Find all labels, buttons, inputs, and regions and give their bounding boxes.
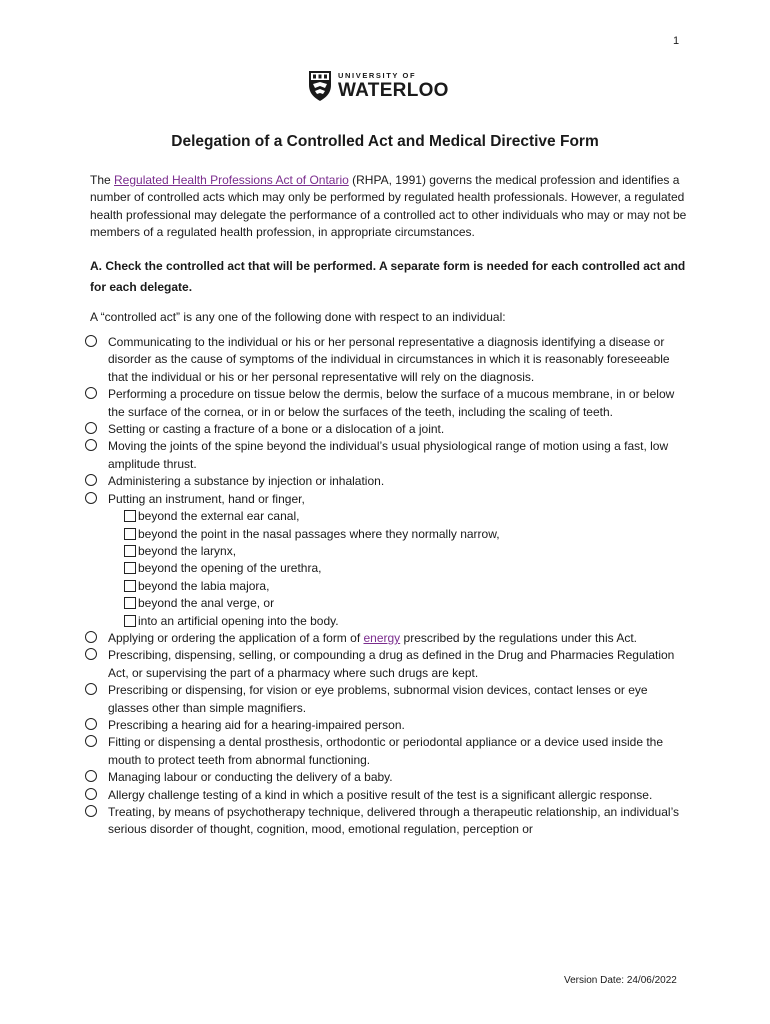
- radio-button[interactable]: [85, 439, 97, 451]
- radio-button[interactable]: [85, 788, 97, 800]
- checkbox[interactable]: [124, 580, 136, 592]
- checkbox[interactable]: [124, 545, 136, 557]
- suboption-label: beyond the anal verge, or: [138, 596, 275, 611]
- instrument-suboption[interactable]: [90, 543, 690, 560]
- rhpa-link[interactable]: Regulated Health Professions Act of Ontario: [114, 173, 349, 187]
- checkbox[interactable]: [124, 597, 136, 609]
- suboption-label: beyond the labia majora,: [138, 578, 270, 593]
- suboption-label: beyond the larynx,: [138, 543, 237, 558]
- suboption-label: beyond the point in the nasal passages where they normally narrow,: [138, 526, 500, 541]
- page-number: 1: [673, 35, 680, 47]
- controlled-act-option[interactable]: [90, 734, 690, 769]
- checkbox[interactable]: [124, 528, 136, 540]
- radio-button[interactable]: [85, 770, 97, 782]
- checkbox[interactable]: [124, 562, 136, 574]
- radio-button[interactable]: [85, 718, 97, 730]
- option-label: Allergy challenge testing of a kind in which a positive result of the test is a significant allergic response.: [108, 787, 653, 802]
- option-label: Communicating to the individual or his or her personal representative a diagnosis identifying a disease or disorder as the cause of symptoms of the individual in circumstances in which it is reasonably foreseeable that the individual or his or her personal representative will rely on the diagnosis.: [108, 335, 670, 384]
- logo-line-1: UNIVERSITY OF: [338, 70, 417, 80]
- instrument-suboption[interactable]: [90, 526, 690, 543]
- radio-button[interactable]: [85, 648, 97, 660]
- option-label: Applying or ordering the application of a form of: [108, 630, 364, 645]
- controlled-act-definition: A “controlled act” is any one of the following done with respect to an individual:: [90, 309, 506, 324]
- option-label: Fitting or dispensing a dental prosthesis, orthodontic or periodontal appliance or a device used inside the mouth to protect teeth from abnormal functioning.: [108, 735, 664, 767]
- controlled-act-option[interactable]: [90, 682, 690, 717]
- instrument-suboption[interactable]: [90, 613, 690, 630]
- instrument-suboption[interactable]: [90, 508, 690, 525]
- radio-button[interactable]: [85, 474, 97, 486]
- instrument-suboption[interactable]: [90, 578, 690, 595]
- radio-button[interactable]: [85, 492, 97, 504]
- option-label: Managing labour or conducting the delivery of a baby.: [108, 770, 393, 785]
- option-label: Moving the joints of the spine beyond the individual’s usual physiological range of motion using a fast, low amplitude thrust.: [108, 439, 669, 471]
- radio-button[interactable]: [85, 805, 97, 817]
- option-label: Performing a procedure on tissue below the dermis, below the surface of a mucous membrane, in or below the surface of the cornea, or in or below the surfaces of the teeth, including the scaling of teeth.: [108, 387, 675, 419]
- option-label: Prescribing or dispensing, for vision or eye problems, subnormal vision devices, contact lenses or eye glasses other than simple magnifiers.: [108, 683, 648, 715]
- suboption-label: into an artificial opening into the body.: [138, 613, 339, 628]
- option-label: Treating, by means of psychotherapy technique, delivered through a therapeutic relationship, an individual’s serious disorder of thought, cognition, mood, emotional regulation, perception or: [108, 805, 680, 837]
- controlled-act-option[interactable]: [90, 491, 690, 508]
- controlled-act-option[interactable]: [90, 421, 690, 438]
- controlled-act-option[interactable]: [90, 334, 690, 386]
- radio-button[interactable]: [85, 335, 97, 347]
- checkbox[interactable]: [124, 615, 136, 627]
- option-label: Setting or casting a fracture of a bone or a dislocation of a joint.: [108, 422, 445, 437]
- controlled-act-option[interactable]: [90, 647, 690, 682]
- radio-button[interactable]: [85, 631, 97, 643]
- option-label: Prescribing, dispensing, selling, or compounding a drug as defined in the Drug and Pharmacies Regulation Act, or supervising the part of a pharmacy where such drugs are kept.: [108, 648, 675, 680]
- shield-crest-icon: [308, 70, 332, 102]
- instrument-suboption[interactable]: [90, 595, 690, 612]
- section-a-heading: A. Check the controlled act that will be performed. A separate form is needed for each controlled act and for each delegate.: [90, 258, 686, 294]
- energy-link[interactable]: energy: [363, 630, 401, 645]
- option-label-end: prescribed by the regulations under this Act.: [400, 630, 637, 645]
- radio-button[interactable]: [85, 387, 97, 399]
- controlled-act-option[interactable]: [90, 438, 690, 473]
- suboption-label: beyond the external ear canal,: [138, 509, 300, 524]
- radio-button[interactable]: [85, 422, 97, 434]
- radio-button[interactable]: [85, 735, 97, 747]
- intro-text-start: The: [90, 173, 115, 187]
- checkbox[interactable]: [124, 510, 136, 522]
- intro-paragraph: [90, 172, 690, 242]
- instrument-suboption[interactable]: [90, 560, 690, 577]
- controlled-act-option[interactable]: [90, 769, 690, 786]
- controlled-act-option[interactable]: [90, 630, 690, 647]
- form-body: [90, 172, 690, 839]
- intro-text-end: (RHPA, 1991) governs the medical profession and identifies a number of controlled acts which may only be performed by regulated health professionals. However, a regulated health professional may delegate the performance of a controlled act to other individuals who may or may not be members of a regulated health profession, in appropriate circumstances.: [90, 173, 687, 240]
- option-label: Administering a substance by injection or inhalation.: [108, 474, 385, 489]
- option-label: Putting an instrument, hand or finger,: [108, 491, 305, 506]
- controlled-act-list: [90, 334, 690, 839]
- option-label: Prescribing a hearing aid for a hearing-impaired person.: [108, 717, 405, 732]
- controlled-act-option[interactable]: [90, 473, 690, 490]
- controlled-act-option[interactable]: [90, 787, 690, 804]
- controlled-act-option[interactable]: [90, 804, 690, 839]
- radio-button[interactable]: [85, 683, 97, 695]
- university-logo: [308, 70, 449, 102]
- controlled-act-option[interactable]: [90, 386, 690, 421]
- page-title: Delegation of a Controlled Act and Medical Directive Form: [171, 133, 599, 150]
- logo-line-2: WATERLOO: [338, 80, 449, 102]
- version-date: Version Date: 24/06/2022: [564, 975, 677, 986]
- controlled-act-option[interactable]: [90, 717, 690, 734]
- suboption-label: beyond the opening of the urethra,: [138, 561, 322, 576]
